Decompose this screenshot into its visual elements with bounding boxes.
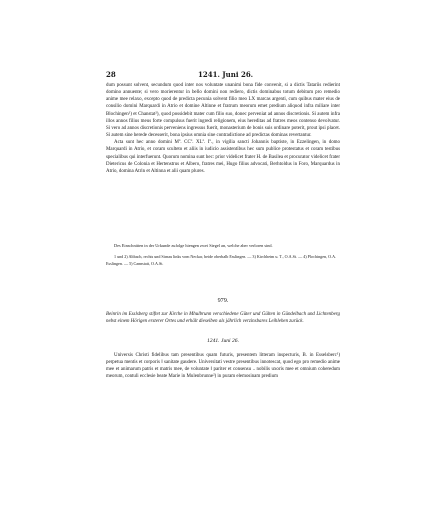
header-date: 1241. Juni 26.: [198, 70, 254, 79]
body-paragraph-1: dum possunt solvent, secundum quod inter nos voluntate unanimi bona fide convenit, si a dictis Tatariis redierint domino annuente; si vero morierentur in bello domini non rediero, dictis dominabus totum debitum pro remedio anime mee relaxo, excepto quod de predicta pecunia solvent filio meo LX marcas argenti, cum quibus mater eius de consilio domini Marquardi in Atrio et domine Altinne et fratrum meorum emet predium aliquod infra miliare inter Blochingen¹) et Chanstat²), quod possidebit mater cum filio suo, donec perveniat ad annos discretionis. Si autem infra illos annos filius meus forte compulsus fuerit ingredi religionem, eius hereditas ad fratres meos contenso devolvatur. Si vero ad annos discretionis perveniens ingressus fuerit, monasterium de bonis suis ordinare poterit, prout ipsi placet. Si autem sine herede decesserit, bona ipsius omnia sine contradictione ad predictas dominas revertantur.: [106, 83, 340, 139]
page-number: 28: [106, 70, 116, 79]
document-regest: Beinrin im Esslsberg stiftet zur Kirche in Mhulbrunn verschiedene Güter und Gülten in Gündelbach und Lichtenberg nebst einem Hörigen ersterer Ortes und erhält dieselben als jährlich verzinsbares Leihlehen zurück.: [106, 312, 340, 325]
running-header: [106, 70, 340, 80]
footnote-1: 1 und 2) Altbach, rechts und Sirnau links vom Neckar, beide oberhalb Esslingen. — 3) Kirchheim u. T., O.A.St. — 4) Plochingen, O.A. Esslingen. — 5) Cannstatt, O.A.St.: [106, 254, 337, 266]
footnotes: [106, 254, 340, 268]
document-date: 1241. Juni 26.: [206, 338, 239, 344]
document-number: 979.: [217, 297, 229, 304]
body-paragraph-2: Acta sunt hec anno domini Mº. CCº. XLº. Iº., in vigilia sancti Johannis baptiste, in Ezzelingen, in domo Marquardi in Atrio, et coram sculteto et aliis in iudicio assistentibus hec sum publice protestatus et coram testibus specialibus qui interfuerunt. Quorum nomina sunt hec: prior videlicet frater H. de Basilea et procurator videlicet frater Dietericus de Colonia et Hertenstrus et Albero, fratres mei, Hugo filius advocati, Berhtoldus in Foro, Marquardus in Atrio, domina Atrin et Altinna et alii quam plures.: [106, 140, 340, 174]
document-text: [106, 352, 340, 381]
seal-note: Des Einschnitten in der Urkunde zufolge hiengen zwei Siegel an, welche aber verloren sind.: [114, 243, 273, 248]
charter-body: [106, 82, 340, 175]
document-text-paragraph: Universis Christi fidelibus tam presentibus quam futuris, presentem litteram inspecturis, B. in Esselsberc¹) perpetua mentis et corporis ‖ sanitate gaudere. Universitati vestre presentibus innotescat, quod ego pro remedio anime mee et animarum patris et matris mee, de voluntate ‖ pariter et consensu .. nobilis uxoris mee et omnium coheredum meorum, contuli ecclesie beate Marie in Mulenbrunne²) in puram elemosinam predium: [106, 353, 340, 380]
